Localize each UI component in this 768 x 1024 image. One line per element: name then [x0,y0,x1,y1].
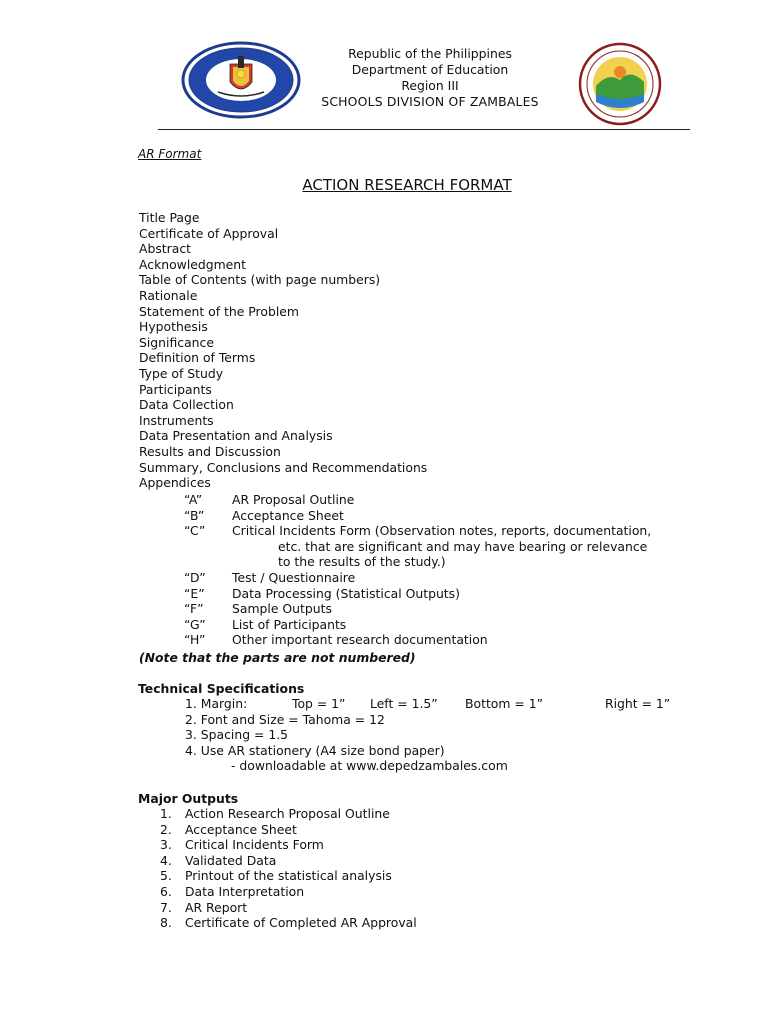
list-item [160,853,417,869]
appendix-text: etc. that are significant and may have bearing or relevance [278,538,648,554]
appendix-code: “G” [184,616,206,632]
appendix-text: Acceptance Sheet [232,507,344,523]
list-item: Appendices [139,475,211,491]
appendix-item-continuation [184,539,651,555]
appendix-item [184,617,651,633]
zambales-division-seal-logo [574,42,666,126]
list-item: Significance [139,334,214,350]
margin-right: Right = 1” [605,696,671,711]
technical-specs-heading: Technical Specifications [138,681,305,696]
item-number: 2. [160,821,172,837]
list-item: Rationale [139,287,198,303]
appendix-text: AR Proposal Outline [232,492,355,507]
list-item: Instruments [139,412,214,428]
list-item [160,806,417,822]
appendix-code: “A” [184,492,203,507]
item-number: 3. [160,837,172,853]
appendix-item [184,492,651,508]
list-item [160,884,417,900]
font-spec: 2. Font and Size = Tahoma = 12 [185,711,385,727]
appendix-code: “B” [184,507,205,523]
major-outputs-heading: Major Outputs [138,791,239,806]
letterhead [290,46,570,110]
list-item [160,822,417,838]
appendix-text: List of Participants [232,616,347,632]
letterhead-division: SCHOOLS DIVISION OF ZAMBALES [321,94,539,109]
item-number: 4. [160,852,172,868]
appendix-text: Critical Incidents Form (Observation notes, reports, documentation, [232,523,652,539]
item-number: 5. [160,868,172,884]
header-divider [158,129,690,130]
ar-format-label: AR Format [138,147,202,161]
margin-label: 1. Margin: [185,696,248,711]
item-text: Action Research Proposal Outline [185,806,390,821]
list-item: Summary, Conclusions and Recommendations [139,459,428,475]
appendix-item [184,570,651,586]
item-number: 8. [160,915,172,931]
list-item: Definition of Terms [139,350,256,366]
item-number: 7. [160,899,172,915]
list-item: Certificate of Approval [139,225,279,241]
appendix-item [184,586,651,602]
list-item: Table of Contents (with page numbers) [139,272,381,288]
item-number: 1. [160,806,172,821]
margin-left: Left = 1.5” [370,696,438,711]
list-item: Acknowledgment [139,256,247,272]
appendix-text: Test / Questionnaire [232,569,356,585]
list-item: Data Collection [139,397,234,413]
item-text: Certificate of Completed AR Approval [185,915,417,931]
list-item [160,915,417,931]
list-item: Abstract [139,241,192,257]
parts-list [139,210,427,491]
major-outputs-list [160,806,417,931]
parts-note: (Note that the parts are not numbered) [139,650,416,665]
appendix-text: Sample Outputs [232,601,332,617]
list-item [160,900,417,916]
item-number: 6. [160,883,172,899]
appendix-code: “E” [184,585,205,601]
item-text: Printout of the statistical analysis [185,868,392,884]
page-title: ACTION RESEARCH FORMAT [302,176,512,194]
letterhead-region: Region III [401,78,459,93]
deped-seal-logo [178,40,304,120]
list-item: Title Page [139,210,200,225]
margin-spec [185,696,671,712]
list-item: Statement of the Problem [139,303,299,319]
appendix-item [184,601,651,617]
list-item: Hypothesis [139,319,208,335]
item-text: Critical Incidents Form [185,837,324,853]
item-text: Data Interpretation [185,883,305,899]
appendix-code: “H” [184,632,206,648]
list-item: Data Presentation and Analysis [139,428,333,444]
appendix-code: “D” [184,569,206,585]
appendix-item-continuation [184,554,651,570]
margin-bottom: Bottom = 1” [465,696,544,711]
list-item: Type of Study [139,365,224,381]
appendix-code: “F” [184,601,204,617]
appendix-item [184,523,651,539]
spacing-spec: 3. Spacing = 1.5 [185,727,289,743]
stationery-spec: 4. Use AR stationery (A4 size bond paper) [185,742,445,758]
list-item [160,837,417,853]
item-text: Validated Data [185,852,277,868]
letterhead-country: Republic of the Philippines [348,46,512,61]
appendices-list [184,492,651,648]
letterhead-department: Department of Education [351,62,509,77]
item-text: AR Report [185,899,248,915]
item-text: Acceptance Sheet [185,821,297,837]
appendix-item [184,632,651,648]
appendix-text: Data Processing (Statistical Outputs) [232,585,460,601]
margin-top: Top = 1” [292,696,346,711]
list-item: Participants [139,381,212,397]
appendix-code: “C” [184,523,206,539]
list-item [160,868,417,884]
list-item: Results and Discussion [139,443,281,459]
appendix-text: to the results of the study.) [278,554,446,570]
technical-specs-list [185,696,671,774]
download-note: - downloadable at www.depedzambales.com [231,758,508,774]
appendix-item [184,508,651,524]
appendix-text: Other important research documentation [232,632,488,648]
